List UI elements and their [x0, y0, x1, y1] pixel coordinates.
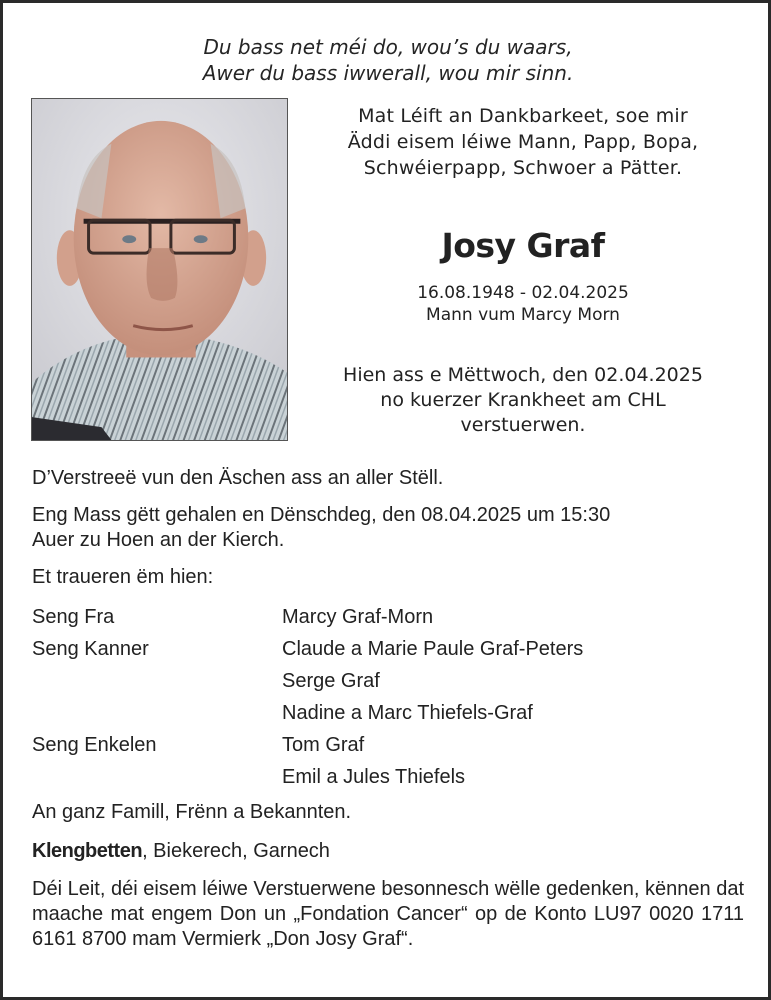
poem-line: Du bass net méi do, wou’s du waars, [203, 35, 573, 59]
intro-text [298, 103, 748, 181]
intro-line: Schwéierpapp, Schwoer a Pätter. [363, 157, 683, 179]
intro-line: Äddi eisem léiwe Mann, Papp, Bopa, [347, 131, 699, 153]
mourner-name: Tom Graf [282, 734, 365, 756]
family-text: An ganz Famill, Frënn a Bekannten. [32, 801, 352, 823]
mourner-row [32, 635, 744, 667]
death-notice [298, 363, 748, 438]
death-line: Hien ass e Mëttwoch, den 02.04.2025 [343, 364, 703, 386]
donation-text-1: Déi Leit, déi eisem léiwe Verstuerwene besonnesch wëlle gedenken, kënnen dat maache mat engem Don un „Fondation Cancer“ op de Konto [32, 878, 744, 925]
intro-line: Mat Léift an Dankbarkeet, soe mir [358, 105, 688, 127]
mourner-name: Serge Graf [282, 670, 380, 692]
donation-text [32, 877, 744, 952]
mourner-name: Claude a Marie Paule Graf-Peters [282, 638, 584, 660]
mass-line: Auer zu Hoen an der Kierch. [32, 529, 285, 551]
mourner-row [32, 763, 744, 795]
mourner-row [32, 603, 744, 635]
mourners-list [32, 603, 744, 795]
mourner-relation [32, 699, 282, 731]
mourner-row [32, 667, 744, 699]
mourner-row [32, 699, 744, 731]
portrait-photo [31, 98, 288, 441]
mourner-row [32, 731, 744, 763]
ashes-text: D’Verstreeë vun den Äschen ass an aller Stëll. [32, 467, 444, 489]
donation-iban: LU97 0020 1711 6161 8700 [32, 903, 744, 950]
place-bold: Klengbetten [32, 840, 143, 862]
mourner-name: Emil a Jules Thiefels [282, 766, 466, 788]
mourners-intro: Et traueren ëm hien: [32, 566, 214, 588]
portrait-image [32, 99, 287, 440]
mourner-relation [32, 667, 282, 699]
deceased-info [298, 282, 748, 326]
mourner-name: Marcy Graf-Morn [282, 606, 434, 628]
death-line: no kuerzer Krankheet am CHL [380, 389, 666, 411]
places-line [32, 839, 744, 864]
mass-line: Eng Mass gëtt gehalen en Dënschdeg, den 08.04.2025 um 15:30 [32, 504, 611, 526]
mourner-relation: Seng Enkelen [32, 734, 157, 756]
mourner-relation: Seng Kanner [32, 638, 149, 660]
spouse-relation: Mann vum Marcy Morn [426, 305, 620, 325]
mourner-relation [32, 763, 282, 795]
mass-info [32, 503, 744, 553]
poem-verse [103, 34, 673, 86]
deceased-name: Josy Graf [441, 226, 605, 265]
death-line: verstuerwen. [460, 414, 586, 436]
life-dates: 16.08.1948 - 02.04.2025 [417, 283, 629, 303]
mourner-relation: Seng Fra [32, 606, 115, 628]
poem-line: Awer du bass iwwerall, wou mir sinn. [202, 61, 574, 85]
place-rest: , Biekerech, Garnech [142, 840, 330, 862]
mourner-name: Nadine a Marc Thiefels-Graf [282, 702, 533, 724]
donation-text-2: mam Vermierk „Don Josy Graf“. [126, 928, 414, 950]
